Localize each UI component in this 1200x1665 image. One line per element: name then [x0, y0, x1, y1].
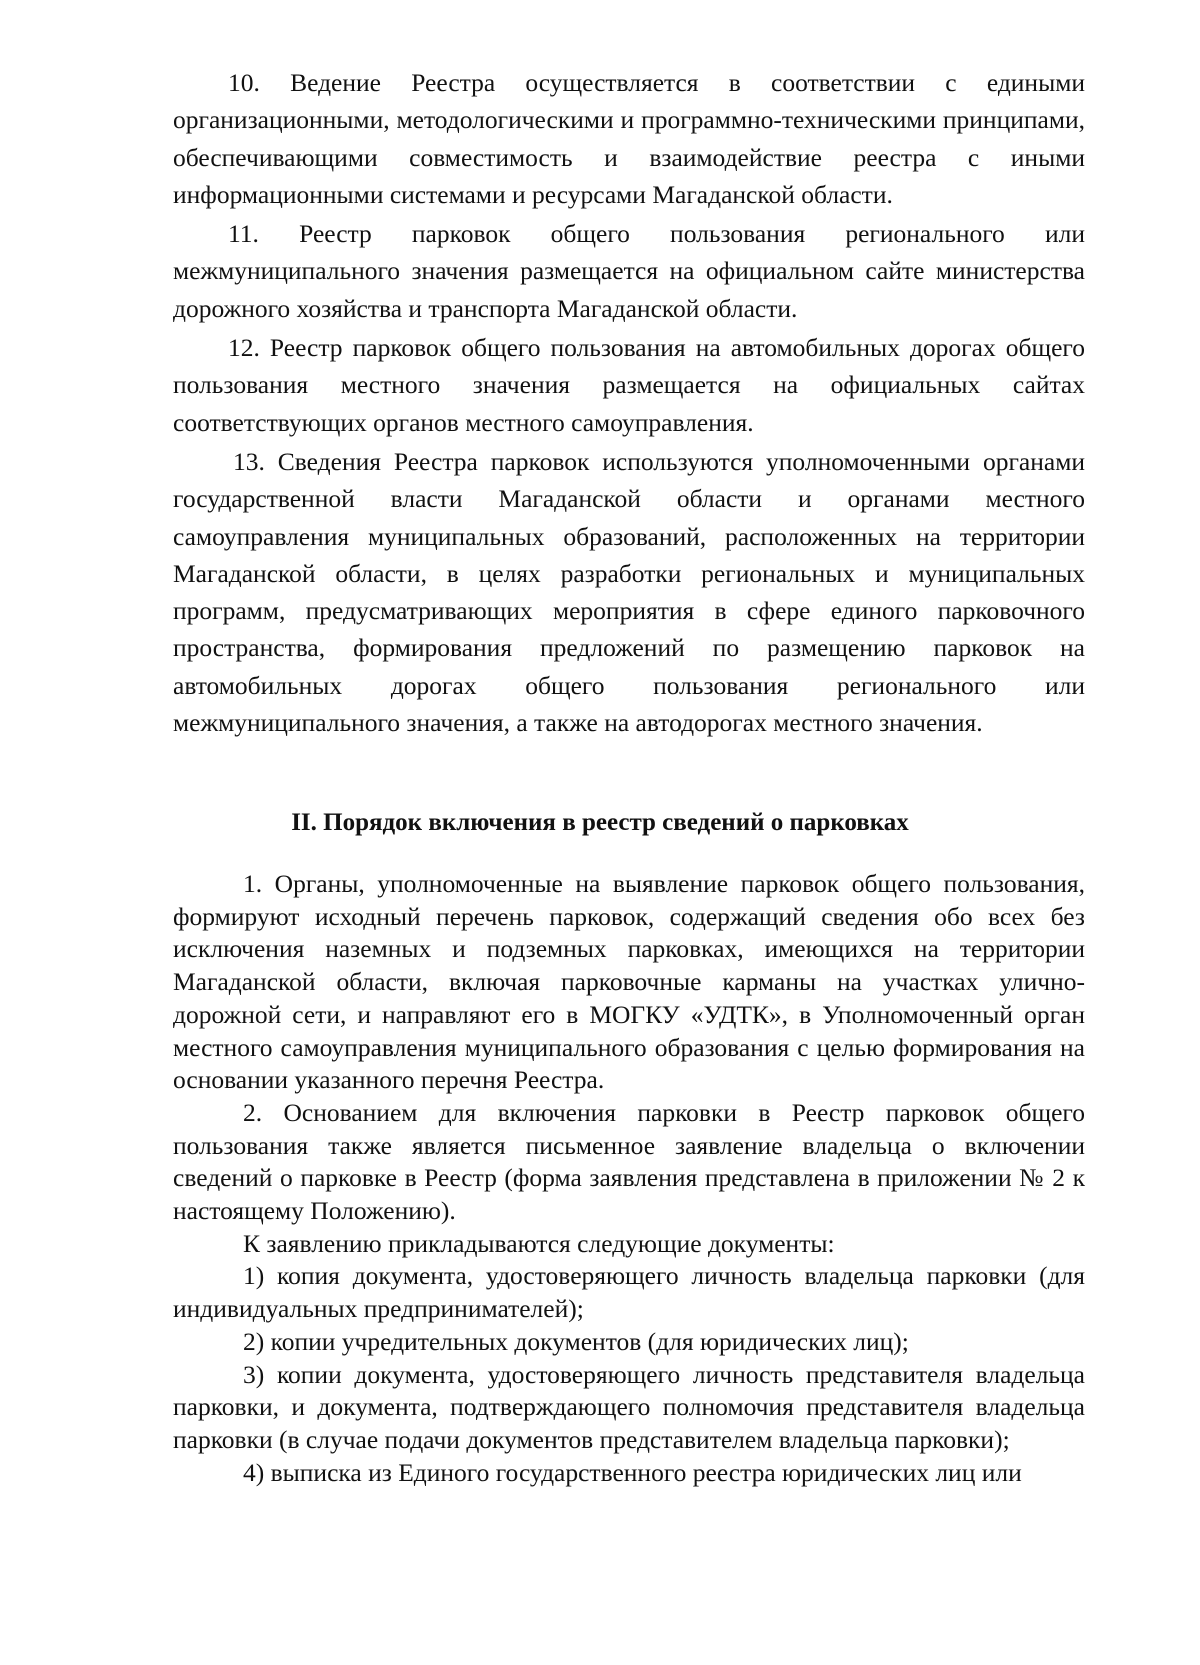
document-item-1: 1) копия документа, удостоверяющего личность владельца парковки (для индивидуальных предпринимателей); [173, 1261, 1085, 1324]
document-item-2: 2) копии учредительных документов (для юридических лиц); [243, 1326, 909, 1356]
paragraph-11: 11. Реестр парковок общего пользования регионального или межмуниципального значения размещается на официальном сайте министерства дорожного хозяйства и транспорта Магаданской области. [173, 219, 1085, 323]
paragraph-10: 10. Ведение Реестра осуществляется в соответствии с едиными организационными, методологическими и программно-техническими принципами, обеспечивающими совместимость и взаимодействие реестра с иными информационными системами и ресурсами Магаданской области. [173, 68, 1085, 209]
upper-text-block [173, 64, 1085, 743]
section-2-paragraph-2: 2. Основанием для включения парковки в Реестр парковок общего пользования также является письменное заявление владельца о включении сведений о парковке в Реестр (форма заявления представлена в приложении № 2 к настоящему Положению). [173, 1097, 1085, 1226]
documents-intro: К заявлению прикладываются следующие документы: [243, 1228, 835, 1258]
paragraph-13: 13. Сведения Реестра парковок используются уполномоченными органами государственной власти Магаданской области и органами местного самоуправления муниципальных образований, расположенных на территории Магаданской области, в целях разработки региональных и муниципальных программ, предусматривающих мероприятия в сфере единого парковочного пространства, формирования предложений по размещению парковок на автомобильных дорогах общего пользования регионального или межмуниципального значения, а также на автодорогах местного значения. [173, 446, 1085, 738]
document-item-4: 4) выписка из Единого государственного реестра юридических лиц или [243, 1457, 1022, 1487]
lower-text-block [173, 868, 1085, 1489]
paragraph-12: 12. Реестр парковок общего пользования на автомобильных дорогах общего пользования местного значения размещается на официальных сайтах соответствующих органов местного самоуправления. [173, 333, 1085, 437]
section-2-paragraph-1: 1. Органы, уполномоченные на выявление парковок общего пользования, формируют исходный перечень парковок, содержащий сведения обо всех без исключения наземных и подземных парковках, имеющихся на территории Магаданской области, включая парковочные карманы на участках улично-дорожной сети, и направляют его в МОГКУ «УДТК», в Уполномоченный орган местного самоуправления муниципального образования с целью формирования на основании указанного перечня Реестра. [173, 869, 1085, 1095]
document-item-3: 3) копии документа, удостоверяющего личность представителя владельца парковки, и документа, подтверждающего полномочия представителя владельца парковки (в случае подачи документов представителем владельца парковки); [173, 1359, 1085, 1454]
section-heading: II. Порядок включения в реестр сведений о парковках [291, 809, 909, 836]
